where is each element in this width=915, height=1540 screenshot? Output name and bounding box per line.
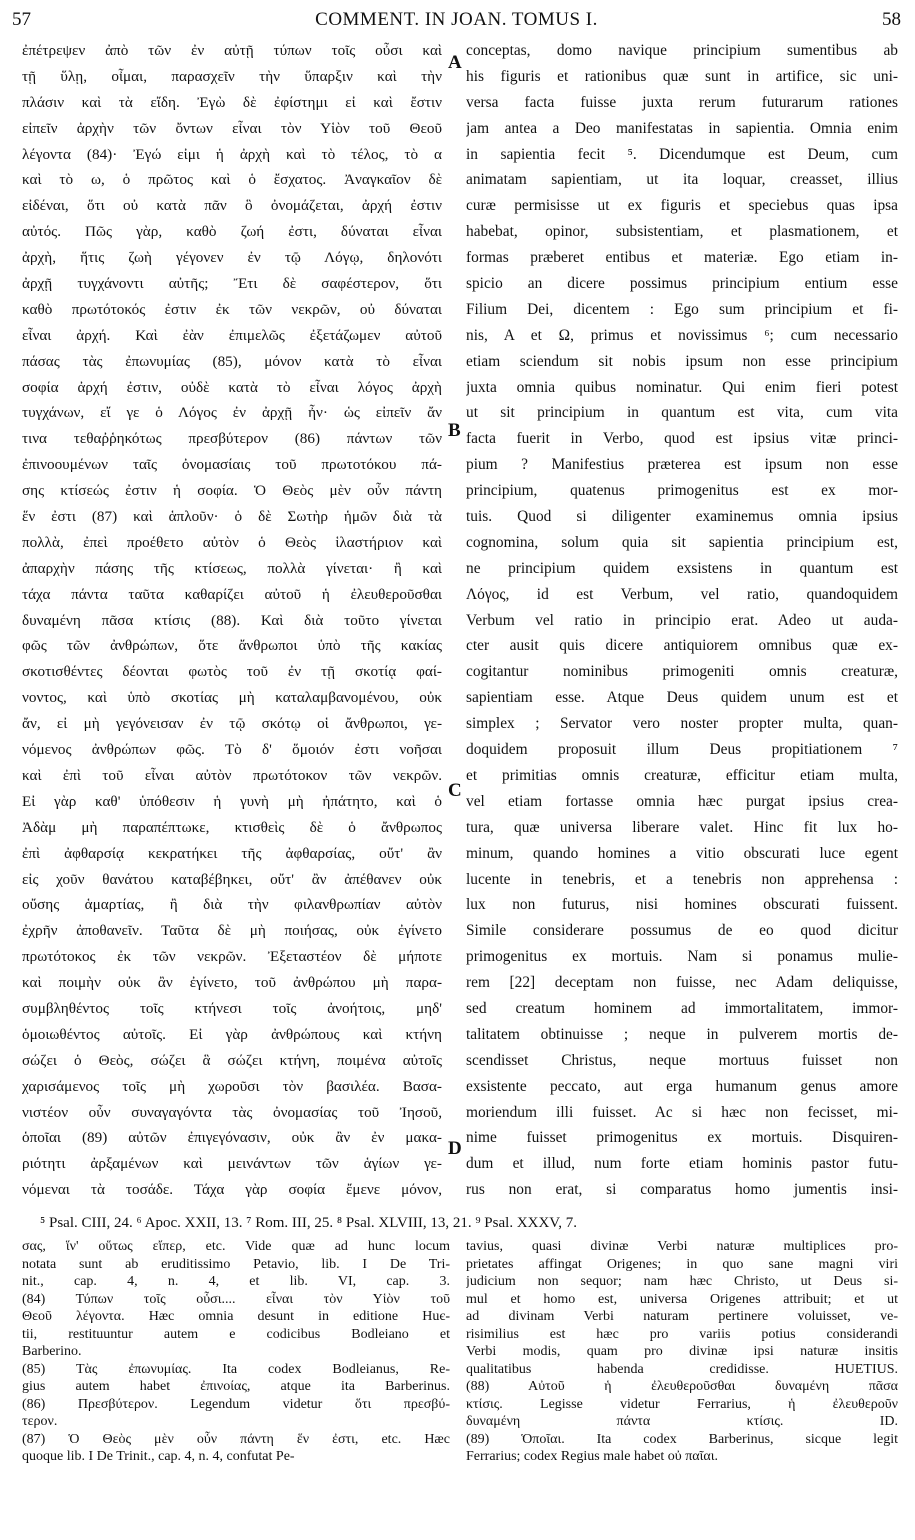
latin-text-line: lux non futurus, nisi homines obscurati fuissent. [466,896,898,914]
greek-text-line [22,1203,442,1206]
latin-text-line: in sapientia fecit ⁵. Dicendumque est Deum, cum [466,145,898,163]
latin-text-line: pium ? Manifestius præterea est ipsum non esse [466,456,898,474]
latin-text-line: juxta omnia quibus nominatur. Qui enim fieri potest [466,378,898,396]
latin-text-line: vel etiam fortasse omnia hæc purgat ipsius crea- [466,792,898,810]
greek-text-line: ἄν, εἰ μὴ γεγόνεισαν ἐν τῷ σκότῳ οἱ ἄνθρωποι, γε- [22,715,442,733]
latin-text-line: rem [22] deceptam non fuisse, nec Adam deliquisse, [466,974,898,992]
note-line: Barberino. [22,1344,82,1359]
greek-text-line: ἐπέτρεψεν ἀπὸ τῶν ἐν αὐτῇ τύπων τοῖς οὖσι καὶ [22,42,442,59]
note-line: (86) Πρεσβύτερον. Legendum videtur ὅτι πρεσβύ- [22,1396,450,1412]
note-line: (87) Ὁ Θεὸς μὲν οὖν πάντη ἕν ἐστι, etc. Hæc [22,1431,450,1447]
latin-text-line: sapientiam esse. Atque Deus quidem unum est et [466,689,898,707]
note-line: κτίσις. Legisse videtur Ferrarius, ἡ ἐλευθεροῦν [466,1396,898,1412]
page-number-left: 57 [12,9,31,30]
greek-text-line: σοφία ἀρχή ἐστιν, οὐδὲ κατὰ τὸ εἶναι λόγος ἀρχὴ [22,378,442,396]
greek-text-line: ἀπαρχὴν πάσης τῆς κτίσεως, πολλὰ γίνεται· ἢ καὶ [22,559,442,577]
latin-text-line [466,1203,898,1206]
margin-letter-d: D [448,1138,462,1159]
latin-text-line: rus non erat, si comparatus homo jumentis insi- [466,1181,898,1199]
note-line: Verbi modis, quam pro divinæ ipsi naturæ insitis [466,1344,898,1359]
latin-text-line: conceptas, domo navique principium sumentibus ab [466,42,898,59]
greek-text-line: πρωτότοκος ἐκ τῶν νεκρῶν. Ἐξεταστέον δὲ μήποτε [22,948,442,966]
greek-text-line: εἰς χοῦν θανάτου καταβέβηκει, οὔτ' ἂν ἀπέθανεν οὐκ [22,870,442,888]
greek-text-line: αὐτός. Πῶς γὰρ, καθὸ ζωή ἐστι, δύναται εἶναι [22,223,442,241]
latin-text-line: Verbum vel ratio in principio erat. Adeo ut auda- [466,611,898,629]
greek-text-line: τυγχάνων, εἴ γε ὁ Λόγος ἐν ἀρχῇ ἦν· ὡς εἰπεῖν ἄν [22,404,442,422]
latin-text-column [466,38,898,1206]
greek-text-line: τῇ ὕλῃ, οἶμαι, παρασχεῖν τὴν ὕπαρξιν καὶ τὴν [22,67,442,85]
note-line: quoque lib. I De Trinit., cap. 4, n. 4, confutat Pe- [22,1449,295,1464]
latin-text-line: formas præberet entibus et materiæ. Ego etiam in- [466,249,898,267]
greek-text-line: νοντος, καὶ ὑπὸ σκοτίας μὴ καταλαμβανομένου, οὐκ [22,689,442,707]
note-line: (89) Ὁποῖαι. Ita codex Barberinus, sicque legit [466,1431,898,1447]
greek-text-line: ἐχρῆν ἀποθανεῖν. Ταῦτα δὲ μὴ ποιήσας, οὐκ ἐγίνετο [22,922,442,940]
greek-text-line: πολλὰ, ἐπεὶ προέθετο αὐτὸν ὁ Θεὸς ἱλαστήριον καὶ [22,533,442,551]
note-line: mul et homo est, universa Origenes attribuit; et ut [466,1291,898,1307]
greek-text-line: νιστέον οὖν συναγαγόντα τὰς ὀνομασίας τοῦ Ἰησοῦ, [22,1103,442,1121]
latin-text-line: simplex ; Servator vero noster propter multa, quan- [466,715,898,733]
latin-text-line: ne principium quidem exsistens in quantum est [466,559,898,577]
editorial-notes-left [22,1238,450,1534]
latin-text-line: scendisset Christus, neque mortuus fuisset non [466,1051,898,1069]
scripture-references: ⁵ Psal. CIII, 24. ⁶ Apoc. XXII, 13. ⁷ Rom. III, 25. ⁸ Psal. XLVIII, 13, 21. ⁹ Psal. XXXV, 7. [40,1215,577,1231]
note-line: (88) Αὐτοῦ ἡ ἐλευθεροῦσθαι δυναμένη πᾶσα [466,1379,898,1394]
note-line: (84) Τύπων τοῖς οὖσι.... εἶναι τὸν Υἱὸν τοῦ [22,1291,450,1307]
note-line: ad divinam Verbi naturam pertinere voluisset, ve- [466,1309,898,1324]
note-line: tii, restituuntur autem e codicibus Bodleiano et [22,1326,450,1342]
latin-text-line: ut sit principium in quantum est vita, cum vita [466,404,898,422]
greek-text-line: σώζει ὁ Θεὸς, σώζει ἃ σώζει κτήνη, ποιμένα αὐτοῖς [22,1051,442,1069]
latin-text-line: et primitias omnis creaturæ, efficitur etiam multa, [466,766,898,784]
latin-text-line: spicio an dicere possimus principium entium esse [466,275,898,293]
latin-text-line: nis, A et Ω, primus et novissimus ⁶; cum necessario [466,326,898,344]
margin-letter-c: C [448,780,462,801]
note-line: δυναμένη πάντα κτίσις. ID. [466,1414,898,1429]
note-line: (85) Τὰς ἐπωνυμίας. Ita codex Bodleianus, Re- [22,1361,450,1377]
latin-text-line: animatam sapientiam, ut ita loquar, creasset, illius [466,171,898,189]
note-line: tavius, quasi divinæ Verbi naturæ multiplices pro- [466,1239,898,1254]
latin-text-line: tura, quæ universa liberare valet. Hinc fit lux ho- [466,818,898,836]
latin-text-line: tuis. Quod si diligenter examinemus omnia ipsius [466,508,898,526]
greek-text-line: καὶ ἐπὶ τοῦ εἶναι αὐτὸν πρωτότοκον τῶν νεκρῶν. [22,766,442,784]
greek-text-line: ἕν ἐστι (87) καὶ ἁπλοῦν· ὁ δὲ Σωτὴρ ἡμῶν διὰ τὰ [22,508,442,526]
editorial-notes-right [466,1238,898,1534]
note-line: Ferrarius; codex Regius male habet οὐ παῖαι. [466,1449,718,1464]
note-line: prietates affingat Origenes; in quo sane magni viri [466,1256,898,1272]
greek-text-line: οὔσης ἁμαρτίας, ἢ διὰ τὴν φιλανθρωπίαν αὐτὸν [22,896,442,914]
running-head-title: COMMENT. IN JOAN. TOMUS I. [315,9,598,30]
note-line: σας, ἵν' οὕτως εἴπερ, etc. Vide quæ ad hunc locum [22,1239,450,1254]
latin-text-line: nime fuisset primogenitus ex mortuis. Disquiren- [466,1129,898,1147]
latin-text-line: primogenitus ex mortuis. Nam si ponamus mulie- [466,948,898,966]
greek-text-column [22,38,442,1206]
greek-text-line: ριότητι ἀρξαμένων καὶ μεινάντων τῶν ἁγίων γε- [22,1155,442,1173]
greek-text-line: καὶ τὸ ω, ὁ πρῶτος καὶ ὁ ἔσχατος. Ἀναγκαῖον δὲ [22,171,442,189]
latin-text-line: exsistente peccato, aut erga humanum genus amore [466,1077,898,1095]
greek-text-line: σκοτισθέντες δέονται φωτὸς τοῦ ἐν τῇ σκοτίᾳ φαί- [22,663,442,681]
latin-text-line: dum et illud, num forte etiam hominis pastor futu- [466,1155,898,1173]
page-number-right: 58 [882,9,901,30]
greek-text-line: νόμεναι τὰ τοσάδε. Τάχα γὰρ σοφία ἔμενε μόνον, [22,1181,442,1199]
latin-text-line: principium, quatenus primogenitus est ex mor- [466,482,898,500]
latin-text-line: sed creatum hominem ad immortalitatem, immor- [466,999,898,1017]
note-line: Θεοῦ λέγοντα. Hæc omnia desunt in editione Huє- [22,1309,450,1324]
greek-text-line: εἶναι ἀρχή. Καὶ ἐὰν ἐπιμελῶς ἐξετάζωμεν αὐτοῦ [22,326,442,344]
latin-text-line: jam antea a Deo manifestatas in sapientia. Omnia enim [466,119,898,137]
note-line: risimilius est hæc pro variis potius considerandi [466,1326,898,1342]
latin-text-line: Λόγος, id est Verbum, vel ratio, quandoquidem [466,585,898,603]
margin-letter-b: B [448,420,461,441]
latin-text-line: etiam sciendum sit nobis ipsum non esse principium [466,352,898,370]
latin-text-line: Simile considerare possumus de eo quod dicitur [466,922,898,940]
greek-text-line: καθὸ πρωτότοκός ἐστιν ἐκ τῶν νεκρῶν, οὐ δύναται [22,300,442,318]
latin-text-line: cognomina, solum quia sit sapientia principium est, [466,533,898,551]
running-header [12,6,901,34]
note-line: notata sunt ab eruditissimo Petavio, lib. I De Tri- [22,1256,450,1272]
greek-text-line: εἰδέναι, ὅτι οὐ κατὰ πᾶν ὃ ὀνομάζεται, ἀρχή ἐστιν [22,197,442,215]
latin-text-line: Filium Dei, dicentem : Ego sum principium et fi- [466,300,898,318]
latin-text-line: cter ausit quis dicere antiquiorem omnibus quæ ex- [466,637,898,655]
latin-text-line: moriendum illi fuisset. Ac si hæc non fecisset, mi- [466,1103,898,1121]
greek-text-line: νόμενος ἀνθρώπων φῶς. Τὸ δ' ὅμοιόν ἐστι νοῆσαι [22,741,442,759]
greek-text-line: δυναμένη πᾶσα κτίσις (88). Καὶ διὰ τοῦτο γίνεται [22,611,442,629]
greek-text-line: καὶ ποιμὴν οὐκ ἂν ἐγίνετο, τοῦ ἀνθρώπου μὴ παρα- [22,974,442,992]
latin-text-line: curæ permisisse ut ex figuris et speciebus quas ipsa [466,197,898,215]
latin-text-line: lucente in tenebris, et a tenebris non apprehensa : [466,870,898,888]
greek-text-line: φῶς τῶν ἀνθρώπων, ὅτε ἄνθρωποι ὑπὸ τῆς κακίας [22,637,442,655]
greek-text-line: τινα τεθαῤῥηκότως πρεσβύτερον (86) πάντων τῶν [22,430,442,448]
greek-text-line: εἰπεῖν ἀρχὴν τῶν ὄντων εἶναι τὸν Υἱὸν τοῦ Θεοῦ [22,119,442,137]
note-line: nit., cap. 4, n. 4, et lib. VI, cap. 3. [22,1274,450,1289]
latin-text-line: versa facta fuisse juxta rerum futurarum rationes [466,93,898,111]
note-line: gius autem habet ἐπινοίας, atque ita Barberinus. [22,1379,450,1394]
greek-text-line: ὁμοιωθέντος αὐτοῖς. Εἰ γὰρ ἀνθρώπους καὶ κτήνη [22,1025,442,1043]
greek-text-line: πλάσιν καὶ τὰ εἴδη. Ἐγὼ δὲ ἐφίστημι εἰ καὶ ἔστιν [22,93,442,111]
latin-text-line: habebat, opinor, subsistentiam, et plasmationem, et [466,223,898,241]
greek-text-line: ὁποῖαι (89) αὐτῶν ἐπιγεγόνασιν, οὐκ ἂν ἐν μακα- [22,1129,442,1147]
latin-text-line: doquidem proposuit illum Deus propitiationem ⁷ [466,741,898,759]
greek-text-line: λέγοντα (84)· Ἐγώ εἰμι ἡ ἀρχὴ καὶ τὸ τέλος, τὸ α [22,145,442,163]
latin-text-line: talitatem obtinuisse ; neque in pulverem mortis de- [466,1025,898,1043]
greek-text-line: Ἀδὰμ μὴ παραπέπτωκε, κτισθεὶς δὲ ὁ ἄνθρωπος [22,818,442,836]
greek-text-line: χαρισάμενος τοῖς μὴ χωροῦσι τὸν βασιλέα. Βασα- [22,1077,442,1095]
note-line: judicium non sequor; nam hæc Christo, ut Deus si- [466,1274,898,1289]
latin-text-line: cogitantur nominibus primogeniti omnis creaturæ, [466,663,898,681]
greek-text-line: πάσας τὰς ἐπωνυμίας (85), μόνον κατὰ τὸ εἶναι [22,352,442,370]
greek-text-line: ἐπινοουμένων ταῖς ὀνομασίαις τοῦ πρωτοτόκου πά- [22,456,442,474]
latin-text-line: minum, quando homines a vitio obscurati luce egent [466,844,898,862]
greek-text-line: συμβληθέντος τοῖς κτήνεσι τοῖς ἀνοήτοις, μηδ' [22,999,442,1017]
greek-text-line: ἀρχῇ τυγχάνοντι αὐτῆς; Ἔτι δὲ σαφέστερον, ὅτι [22,275,442,293]
greek-text-line: τάχα πάντα ταῦτα καθαρίζει αὐτοῦ ἡ ἐλευθεροῦσθαι [22,585,442,603]
greek-text-line: σης κτίσεώς ἐστιν ἡ σοφία. Ὁ Θεὸς μὲν οὖν πάντη [22,482,442,500]
latin-text-line: facta fuerit in Verbo, quod est ipsius vitæ princi- [466,430,898,448]
latin-text-line: his figuris et rationibus quæ sunt in artifice, sic uni- [466,67,898,85]
greek-text-line: ἀρχὴ, ἥτις ζωὴ γέγονεν ἐν τῷ Λόγῳ, δηλονότι [22,249,442,267]
greek-text-line: Εἰ γὰρ καθ' ὑπόθεσιν ἡ γυνὴ μὴ ἠπάτητο, καὶ ὁ [22,792,442,810]
note-line: qualitatibus habenda credidisse. HUETIUS. [466,1361,898,1377]
note-line: τερον. [22,1414,58,1429]
margin-letter-a: A [448,52,462,73]
greek-text-line: ἐπὶ ἀφθαρσίᾳ κεκρατήκει τῆς ἀφθαρσίας, οὔτ' ἂν [22,844,442,862]
